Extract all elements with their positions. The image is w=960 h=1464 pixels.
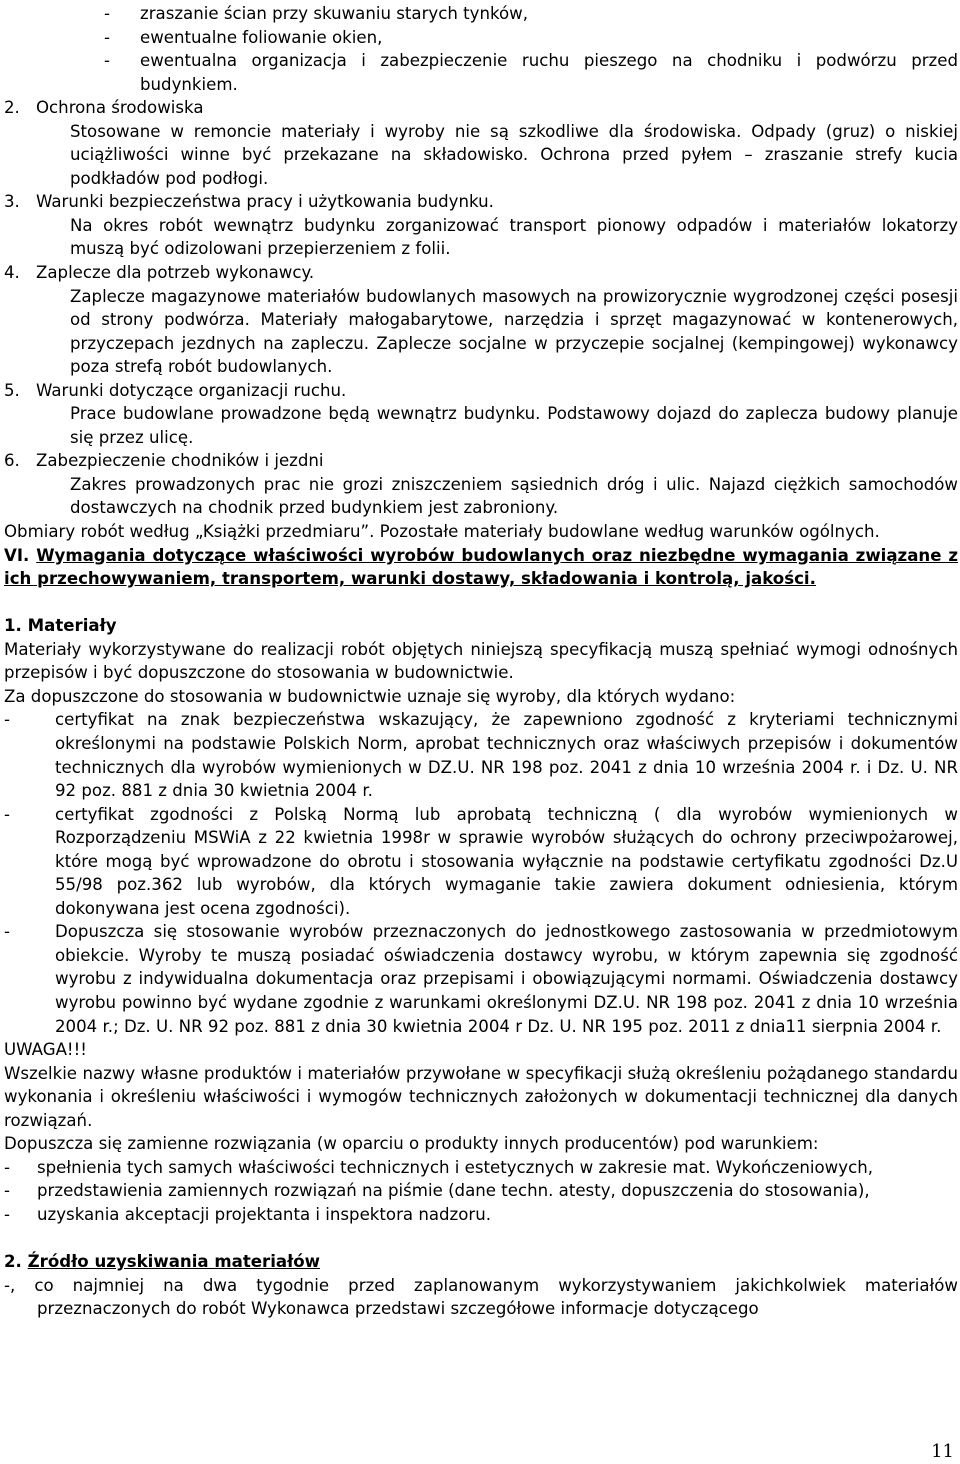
- page-number: 11: [931, 1441, 954, 1462]
- section-text: Zakres prowadzonych prac nie grozi zniszczeniem sąsiednich dróg i ulic. Najazd ciężkich samochodów dostawczych na chodnik przed budynkiem jest zabroniony.: [70, 474, 958, 518]
- list-item: [4, 1203, 958, 1227]
- section-5: [4, 379, 958, 450]
- section-2: [4, 96, 958, 190]
- list-item: [4, 803, 958, 921]
- dash-marker: -: [4, 710, 10, 730]
- materials-heading: 1. Materiały: [4, 616, 117, 636]
- paragraph: Za dopuszczone do stosowania w budownictwie uznaje się wyroby, dla których wydano:: [4, 686, 736, 706]
- sources-heading: [4, 1250, 958, 1274]
- list-item: [4, 49, 958, 96]
- section-text: Na okres robót wewnątrz budynku zorganizować transport pionowy odpadów i materiałów lokatorzy muszą być odizolowani przepierzeniem z folii.: [70, 215, 958, 259]
- section-vi-number: VI.: [4, 545, 30, 565]
- list-item-text: uzyskania akceptacji projektanta i inspektora nadzoru.: [37, 1204, 492, 1224]
- list-item: [4, 26, 958, 50]
- uwaga-label: UWAGA!!!: [4, 1040, 87, 1060]
- list-item-text: certyfikat na znak bezpieczeństwa wskazujący, że zapewniono zgodność z kryteriami technicznymi określonymi na podstawie Polskich Norm, aprobat technicznych oraz właściwych przepisów i dokumentów technicznych dla wyrobów wymienionych w DZ.U. NR 198 poz. 2041 z dnia 10 września 2004 r. i Dz. U. NR 92 poz. 881 z dnia 30 kwietnia 2004 r.: [55, 710, 958, 801]
- section-title: Warunki dotyczące organizacji ruchu.: [36, 380, 347, 400]
- list-item: [4, 920, 958, 1038]
- list-item-text: certyfikat zgodności z Polską Normą lub aprobatą techniczną ( dla wyrobów wymienionych w Rozporządzeniu MSWiA z 22 kwietnia 1998r w sprawie wyrobów służących do ochrony przeciwpożarowej, które mogą być wprowadzone do obrotu i stosowania wyłącznie na podstawie certyfikatu zgodności Dz.U 55/98 poz.362 lub wyrobów, dla których wymaganie takie zawiera dokument odniesienia, którym dokonywana jest ocena zgodności).: [55, 804, 958, 918]
- dash-marker: -: [104, 51, 110, 71]
- dash-marker: -: [104, 27, 110, 47]
- dash-marker: -: [4, 1204, 10, 1224]
- section-text: Zaplecze magazynowe materiałów budowlanych masowych na prowizorycznie wygrodzonej części posesji od strony podwórza. Materiały małogabarytowe, narzędzia i sprzęt magazynować w kontenerowych, przyczepach jezdnych na zapleczu. Zaplecze socjalne w przyczepie socjalnej (kempingowej) wykonawcy poza strefą robót budowlanych.: [70, 286, 958, 377]
- paragraph: Wszelkie nazwy własne produktów i materiałów przywołane w specyfikacji służą określeniu pożądanego standardu wykonania i określeniu właściwości i wymogów technicznych założonych w dokumentacji technicznej dla danych rozwiązań.: [4, 1063, 958, 1130]
- section-6: [4, 449, 958, 520]
- list-item-text: ewentualne foliowanie okien,: [140, 27, 383, 47]
- section-title: Zaplecze dla potrzeb wykonawcy.: [36, 263, 315, 283]
- paragraph: Dopuszcza się zamienne rozwiązania (w oparciu o produkty innych producentów) pod warunkiem:: [4, 1134, 819, 1154]
- sources-title: Źródło uzyskiwania materiałów: [27, 1251, 320, 1271]
- section-title: Zabezpieczenie chodników i jezdni: [36, 451, 324, 471]
- list-item: [4, 708, 958, 802]
- spacer: [4, 591, 958, 615]
- list-item: [4, 1179, 958, 1203]
- section-title: Ochrona środowiska: [36, 98, 204, 118]
- dash-marker: -: [4, 1181, 10, 1201]
- list-item-text: ewentualna organizacja i zabezpieczenie ruchu pieszego na chodniku i podwórzu przed budynkiem.: [140, 51, 958, 94]
- section-number: 2.: [4, 98, 20, 118]
- list-item-text: spełnienia tych samych właściwości technicznych i estetycznych w zakresie mat. Wykończeniowych,: [37, 1157, 873, 1177]
- paragraph: Materiały wykorzystywane do realizacji robót objętych niniejszą specyfikacją muszą spełniać wymogi odnośnych przepisów i być dopuszczone do stosowania w budownictwie.: [4, 639, 958, 683]
- section-3: [4, 190, 958, 261]
- obmiary-paragraph: Obmiary robót według „Książki przedmiaru”. Pozostałe materiały budowlane według warunków ogólnych.: [4, 522, 880, 542]
- list-item-text: Dopuszcza się stosowanie wyrobów przeznaczonych do jednostkowego zastosowania w przedmiotowym obiekcie. Wyroby te muszą posiadać oświadczenia dostawcy wyrobu, w którym zapewnia się zgodność wyrobu z indywidualna dokumentacja oraz przepisami i obowiązującymi normami. Oświadczenia dostawcy wyrobu powinno być wydane zgodnie z warunkami określonymi DZ.U. NR 198 poz. 2041 z dnia 10 września 2004 r.; Dz. U. NR 92 poz. 881 z dnia 30 kwietnia 2004 r Dz. U. NR 195 poz. 2011 z dnia11 sierpnia 2004 r.: [55, 922, 958, 1036]
- section-number: 5.: [4, 380, 20, 400]
- section-number: 3.: [4, 192, 20, 212]
- section-4: [4, 261, 958, 379]
- section-title: Warunki bezpieczeństwa pracy i użytkowania budynku.: [36, 192, 494, 212]
- section-text: Prace budowlane prowadzone będą wewnątrz budynku. Podstawowy dojazd do zaplecza budowy planuje się przez ulicę.: [70, 404, 958, 447]
- list-item-text: przedstawienia zamiennych rozwiązań na piśmie (dane techn. atesty, dopuszczenia do stosowania),: [37, 1181, 870, 1201]
- paragraph: -, co najmniej na dwa tygodnie przed zaplanowanym wykorzystywaniem jakichkolwiek materiałów przeznaczonych do robót Wykonawca przedstawi szczegółowe informacje dotyczącego: [4, 1275, 958, 1319]
- sources-number: 2.: [4, 1251, 22, 1271]
- section-number: 4.: [4, 263, 20, 283]
- section-text: Stosowane w remoncie materiały i wyroby nie są szkodliwe dla środowiska. Odpady (gruz) o niskiej uciążliwości winne być przekazane na składowisko. Ochrona przed pyłem – zraszanie strefy kucia podkładów pod podłogi.: [70, 121, 958, 188]
- dash-marker: -: [104, 4, 110, 23]
- section-vi-title: Wymagania dotyczące właściwości wyrobów budowlanych oraz niezbędne wymagania związane z ich przechowywaniem, transportem, warunki dostawy, składowania i kontrolą, jakości.: [4, 545, 959, 589]
- dash-marker: -: [4, 1157, 10, 1177]
- document-page: [4, 2, 958, 1321]
- list-item-text: zraszanie ścian przy skuwaniu starych tynków,: [140, 4, 528, 23]
- list-item: [4, 1156, 958, 1180]
- list-item: [4, 2, 958, 26]
- dash-marker: -: [4, 804, 10, 824]
- section-vi-heading: [4, 544, 958, 591]
- spacer: [4, 1226, 958, 1250]
- section-number: 6.: [4, 451, 20, 471]
- dash-marker: -: [4, 922, 10, 942]
